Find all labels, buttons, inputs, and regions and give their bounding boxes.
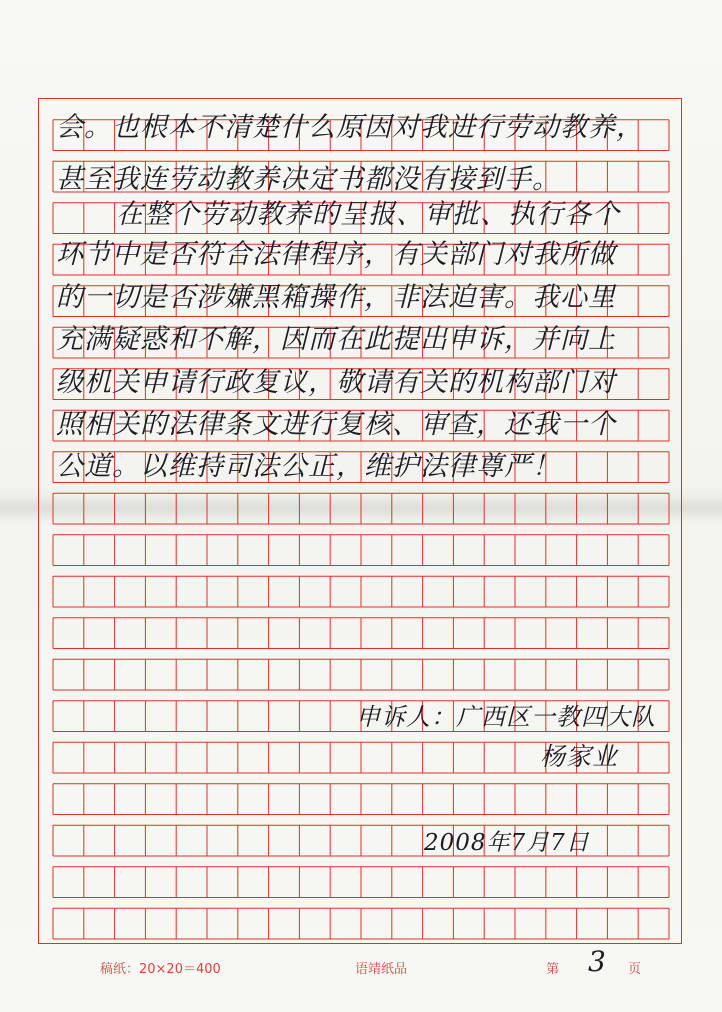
letter-line-1: 会。也根本不清楚什么原因对我进行劳动教养， bbox=[56, 112, 644, 143]
letter-line-5: 的一切是否涉嫌黑箱操作，非法迫害。我心里 bbox=[56, 282, 616, 313]
grid-row bbox=[53, 784, 669, 815]
letter-line-7: 级机关申请行政复议，敬请有关的机构部门对 bbox=[56, 367, 616, 398]
letter-line-2: 甚至我连劳动教养决定书都没有接到手。 bbox=[56, 164, 560, 195]
signature-name: 杨家业 bbox=[540, 742, 619, 771]
grid-row bbox=[53, 618, 669, 649]
letter-line-3: 在整个劳动教养的呈报、审批、执行各个 bbox=[116, 199, 620, 230]
paper-brand-label: 语靖纸品 bbox=[355, 962, 408, 977]
page-suffix-label: 页 bbox=[628, 962, 642, 977]
page-number: 3 bbox=[588, 945, 606, 978]
grid-row bbox=[53, 535, 669, 566]
signature-date: 2008年7月7日 bbox=[424, 830, 590, 856]
grid-row bbox=[53, 659, 669, 690]
letter-line-9: 公道。以维持司法公正，维护法律尊严！ bbox=[56, 451, 560, 482]
letter-line-6: 充满疑惑和不解，因而在此提出申诉，并向上 bbox=[56, 324, 616, 355]
paper-spec-label: 稿纸：20×20＝400 bbox=[100, 962, 221, 977]
appellant-line: 申诉人：广西区一教四大队 bbox=[356, 703, 656, 731]
letter-line-4: 环节中是否符合法律程序，有关部门对我所做 bbox=[56, 239, 616, 270]
grid-row bbox=[53, 867, 669, 898]
page-prefix-label: 第 bbox=[546, 962, 560, 977]
grid-row bbox=[53, 576, 669, 607]
letter-line-8: 照相关的法律条文进行复核、审查，还我一个 bbox=[56, 409, 616, 440]
grid-row bbox=[53, 493, 669, 524]
grid-row bbox=[53, 908, 669, 939]
